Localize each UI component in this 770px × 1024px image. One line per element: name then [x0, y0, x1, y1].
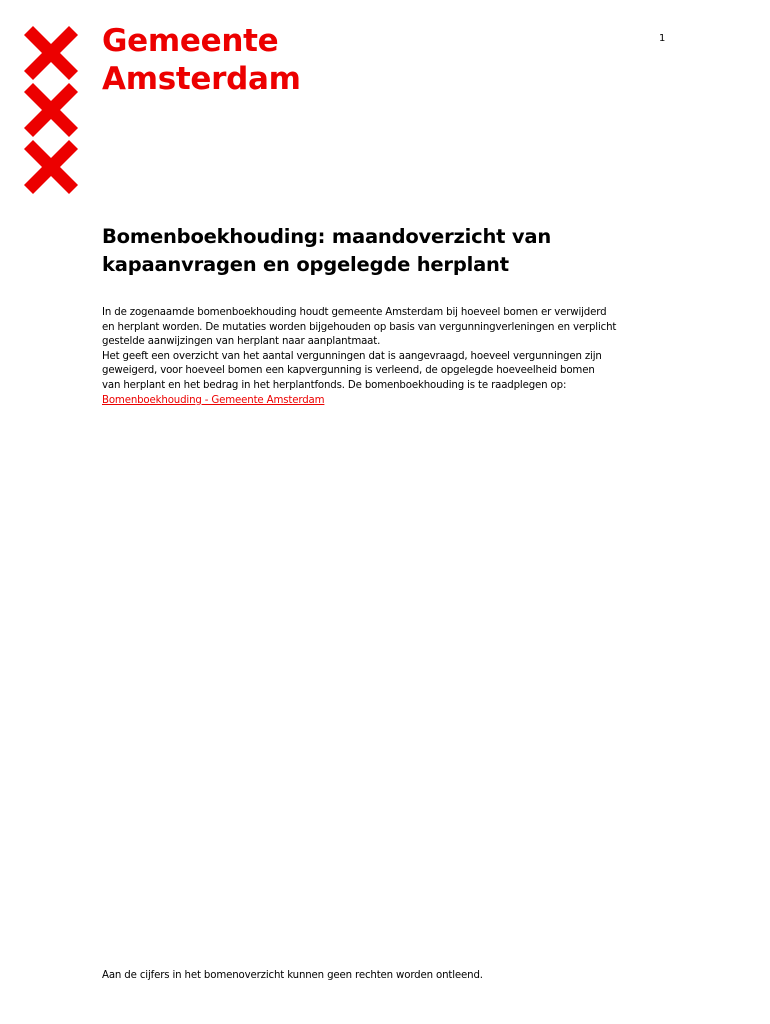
- amsterdam-xxx-crosses-icon: [24, 26, 78, 194]
- cross-icon: [24, 140, 78, 194]
- disclaimer-note: Aan de cijfers in het bomenoverzicht kunnen geen rechten worden ontleend.: [102, 970, 483, 981]
- body-line: In de zogenaamde bomenboekhouding houdt gemeente Amsterdam bij hoeveel bomen er verwijderd: [102, 307, 607, 318]
- bomenboekhouding-link-line: [102, 394, 662, 409]
- page-number: 1: [659, 33, 666, 44]
- logo-wordmark: [102, 22, 301, 98]
- intro-paragraph: [102, 306, 662, 408]
- body-line: Het geeft een overzicht van het aantal vergunningen dat is aangevraagd, hoeveel vergunningen zijn: [102, 350, 602, 362]
- logo-name-line1: Gemeente: [102, 23, 279, 59]
- body-line: van herplant en het bedrag in het herplantfonds. De bomenboekhouding is te raadplegen op:: [102, 379, 567, 391]
- cross-icon: [24, 83, 78, 137]
- title-line1: Bomenboekhouding: maandoverzicht van: [102, 225, 552, 248]
- page-title: [102, 223, 662, 279]
- logo-name-line2: Amsterdam: [102, 61, 301, 97]
- bomenboekhouding-link[interactable]: Bomenboekhouding - Gemeente Amsterdam: [102, 394, 325, 406]
- body-line: en herplant worden. De mutaties worden bijgehouden op basis van vergunningverleningen en verplicht: [102, 321, 617, 333]
- body-line: gestelde aanwijzingen van herplant naar aanplantmaat.: [102, 336, 381, 348]
- cross-icon: [24, 26, 78, 80]
- title-line2: kapaanvragen en opgelegde herplant: [102, 253, 509, 276]
- body-line: geweigerd, voor hoeveel bomen een kapvergunning is verleend, de opgelegde hoeveelheid bomen: [102, 365, 595, 377]
